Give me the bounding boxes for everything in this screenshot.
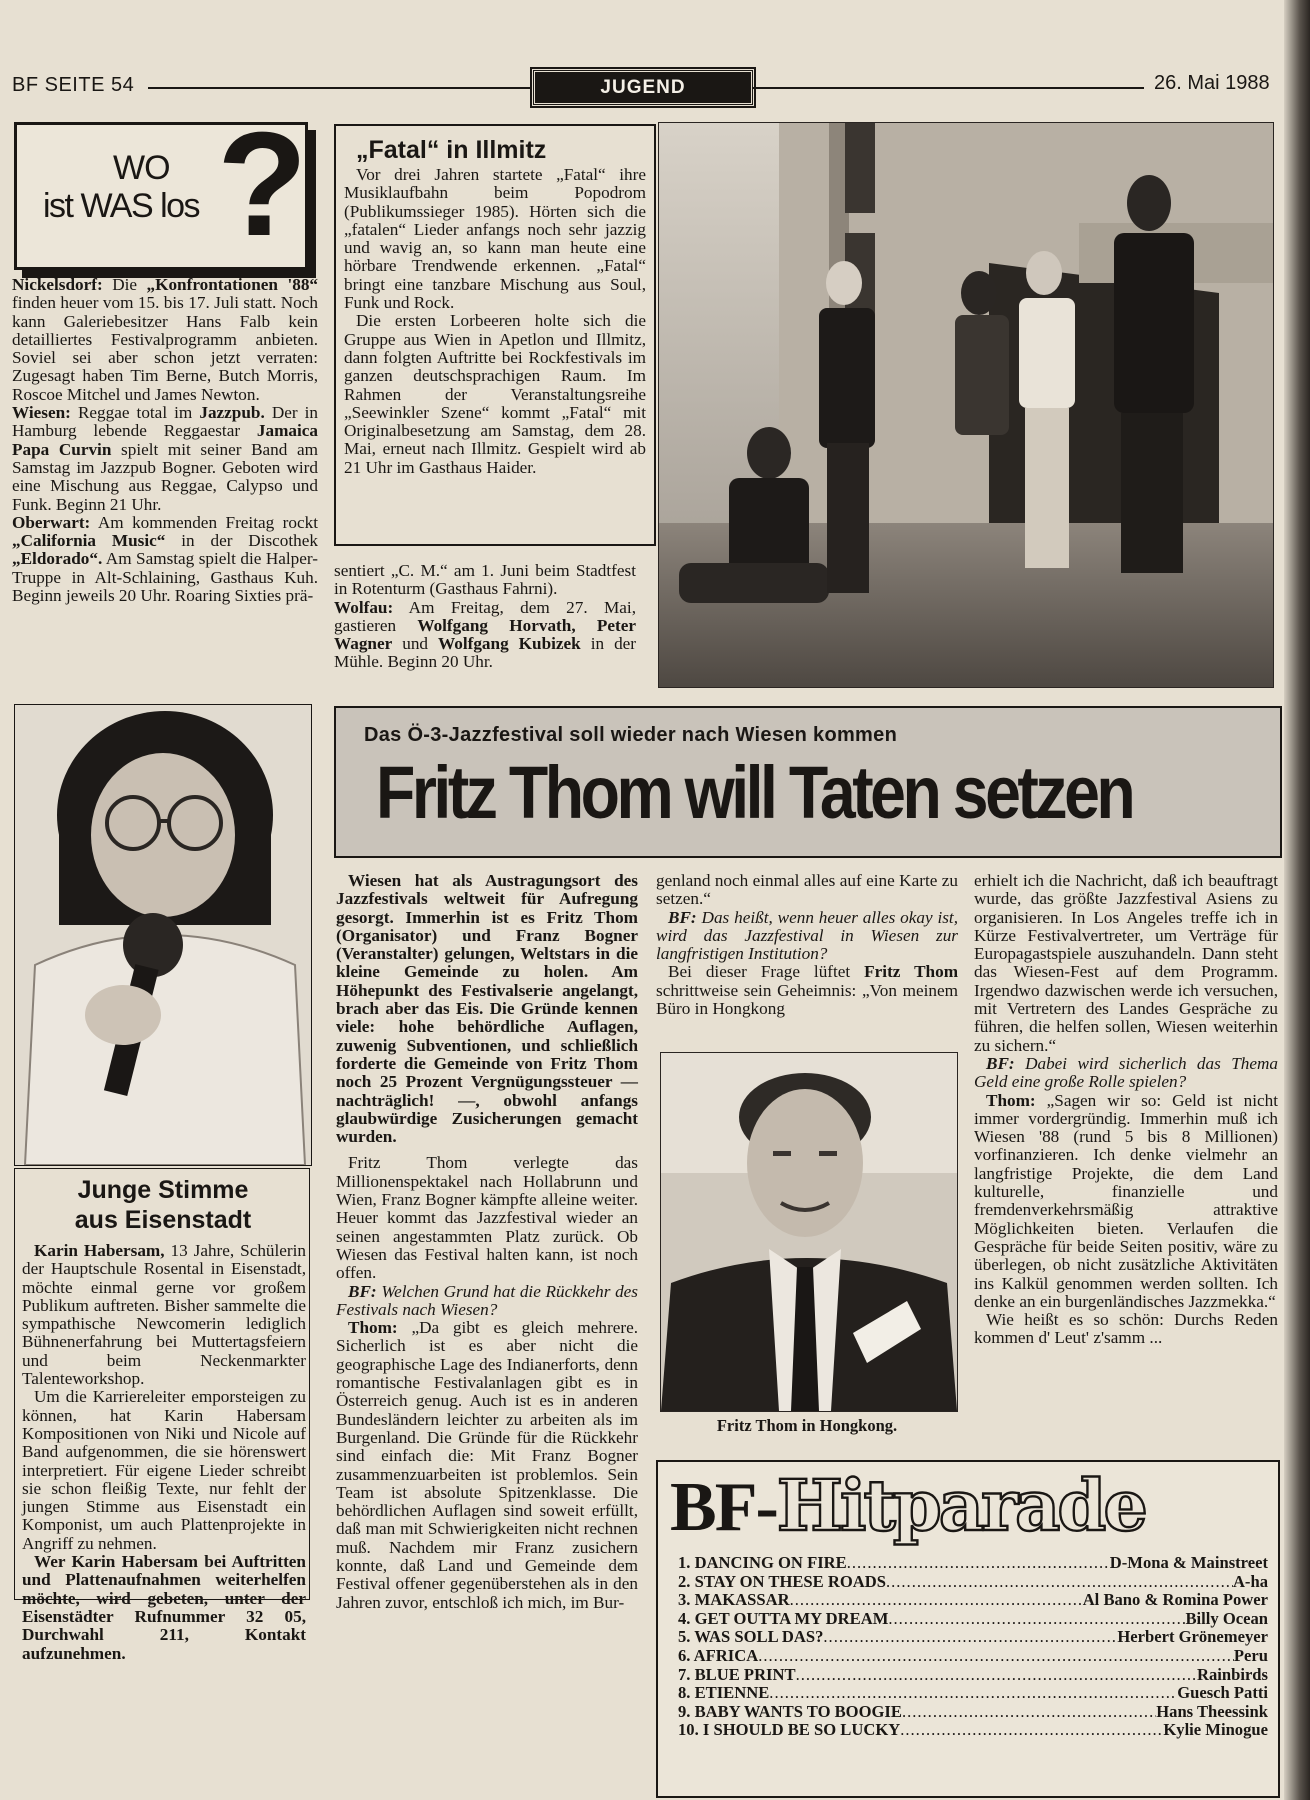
artist-name: Wolfgang Kubizek [438, 634, 581, 654]
song-artist: Al Bano & Romina Power [1082, 1590, 1268, 1610]
text: 13 Jahre, Schülerin der Hauptschule Rosental in Eisenstadt, möchte einmal gerne vor großem Publikum auftreten. Bisher sammelte die sympathische Newcomerin lediglich Bühnenerfahrung bei Muttertagsfeiern und beim Neckenmarkter Talenteworkshop. [22, 1241, 307, 1389]
leader-dots [902, 1703, 1156, 1722]
karin-heading-line2: aus Eisenstadt [74, 1206, 252, 1234]
song-title: 5. WAS SOLL DAS? [678, 1627, 824, 1647]
song-artist: Herbert Grönemeyer [1117, 1627, 1268, 1647]
text: in der Mühle. Beginn 20 Uhr. [334, 634, 637, 672]
question: Das heißt, wenn heuer alles okay ist, wird das Jazzfestival in Wiesen zur langfristigen Institution? [656, 907, 958, 964]
song-title: 6. AFRICA [678, 1645, 759, 1665]
fatal-text [344, 166, 646, 477]
hitparade-list [678, 1554, 1268, 1740]
wo-line2: ist WAS los [43, 187, 200, 225]
jazz-c3-p1: erhielt ich die Nachricht, daß ich beauftragt wurde, das größte Jazzfestival Asiens zu organisieren. In Los Angeles treffe ich in Kürze Festivalvertreter, um Verträge für Europagastspiele auszuhandeln. Dann steht das Wiesen-Fest auf dem Programm. Irgendwo dazwischen werde ich versuchen, mit Vertretern des Landes Gespräche zu führen, die helfen sollen, Wiesen weiterhin zu sichern.“ [974, 871, 1278, 1055]
fatal-headline: „Fatal“ in Illmitz [356, 136, 547, 164]
song-title: 8. ETIENNE [678, 1683, 770, 1703]
bf-label: BF: [348, 1281, 377, 1301]
question-mark-icon: ? [217, 102, 308, 267]
song-artist: Rainbirds [1196, 1664, 1268, 1684]
karin-p2: Um die Karriereleiter emporsteigen zu können, hat Karin Habersam Kompositionen von Niki und Nicole auf Band aufgenommen, die sie hörenswert interpretiert. Für eigene Lieder schreibt sie schon fleißig Texte, nur fehlt der jungen Stimme aus Eisenstadt ein Komponist, um auch Plattenprojekte in Angriff zu nehmen. [22, 1387, 306, 1553]
fatal-p1: Vor drei Jahren startete „Fatal“ ihre Musiklaufbahn beim Popodrom (Publikumssieger 1985). Hörten sich die „fatalen“ Lieder anfangs noch sehr jazzig und wavig an, so kann man heute eine hörbare Trendwende erkennen. „Fatal“ bringt eine tanzbare Mischung aus Soul, Funk und Rock. [344, 165, 646, 313]
page-header-left: BF SEITE 54 [12, 74, 135, 96]
song-title: 10. I SHOULD BE SO LUCKY [678, 1720, 901, 1740]
answer: „Da gibt es gleich mehrere. Sicherlich ist es aber nicht die geographische Lage des Indianerforts, denn romantische Festivalanlagen gibt es in Österreich genug. Auch ist es in anderen Bundesländern leichter zu arbeiten als im Burgenland. Die Gründe für die Rückkehr sind einfach die: Mit Franz Bogner zusammenzuarbeiten ist problemlos. Sein Team ist absolute Spitzenklasse. Die behördlichen Auflagen sind soweit erfüllt, daß man mit Schwierigkeiten nicht rechnen muß. Nachdem mir Franz zusichern konnte, daß Land und Gemeinde dem Festival offener gegenüberstehen als in den Jahren zuvor, entschloß ich mich, im Bur- [336, 1318, 638, 1612]
wo-line1: WO [113, 149, 170, 187]
venue-name: „Eldorado“. [12, 549, 103, 569]
leader-dots [847, 1554, 1110, 1573]
band-photo-image [659, 123, 1273, 687]
hitparade-entry [678, 1591, 1268, 1610]
leader-dots [823, 1628, 1117, 1647]
hitparade-entry [678, 1684, 1268, 1703]
place-nickelsdorf: Nickelsdorf: [12, 275, 103, 294]
text: Am Samstag spielt die Halper-Truppe in Alt-Schlaining, Gasthaus Kuh. Beginn jeweils 20 Uhr. Roaring Sixties prä- [12, 549, 318, 606]
karin-photo-image [15, 705, 311, 1165]
place-wiesen: Wiesen: [12, 403, 71, 423]
fritz-thom-photo [660, 1052, 958, 1412]
jazz-c3-end: Wie heißt es so schön: Durchs Reden kommen d' Leut' z'samm ... [974, 1310, 1278, 1348]
artist-name: Jamaica Papa Curvin [12, 421, 318, 459]
song-artist: Guesch Patti [1177, 1683, 1268, 1703]
text: Am kommenden Freitag rockt [97, 512, 318, 532]
leader-dots [886, 1573, 1233, 1592]
leader-dots [790, 1591, 1083, 1610]
thom-label: Thom: [986, 1090, 1036, 1110]
bf-label: BF: [986, 1053, 1015, 1073]
hitparade-entry [678, 1647, 1268, 1666]
event-name: „Konfrontationen '88“ [146, 275, 319, 294]
place-oberwart: Oberwart: [12, 512, 91, 532]
song-artist: Peru [1233, 1645, 1268, 1665]
person-name: Fritz Thom [864, 962, 959, 982]
text: spielt mit seiner Band am Samstag im Jazzpub Bogner. Geboten wird eine Mischung aus Reggae, Calypso und Funk. Beginn 21 Uhr. [12, 439, 318, 514]
song-title: 9. BABY WANTS TO BOOGIE [678, 1701, 902, 1721]
hitparade-title-bf: BF- [670, 1469, 777, 1546]
song-title: 7. BLUE PRINT [678, 1664, 796, 1684]
jazz-headline-banner [334, 706, 1282, 858]
fritz-thom-caption: Fritz Thom in Hongkong. [716, 1416, 898, 1435]
hitparade-title-word: Hitparade [776, 1464, 1145, 1547]
jazz-kicker: Das Ö-3-Jazzfestival soll wieder nach Wiesen kommen [364, 724, 898, 746]
wo-ist-was-los-continued [334, 562, 636, 672]
text: Bei dieser Frage lüftet [668, 962, 851, 982]
song-title: 3. MAKASSAR [678, 1590, 790, 1610]
place-wolfau: Wolfau: [334, 597, 394, 617]
text: Am Freitag, dem 27. Mai, gastieren [334, 597, 636, 635]
text: Reggae total im [77, 403, 193, 423]
jazz-column-3 [974, 872, 1278, 1348]
answer: „Sagen wir so: Geld ist nicht immer vordergründig. Immerhin muß ich Wiesen '88 (rund 5 bis 8 Millionen) vorfinanzieren. Ich denke vielmehr an langfristige Projekte, die dem Land kulturelle, finanzielle und fremdenverkehrsmäßig attraktive Möglichkeiten bieten. Verlaufen die Gespräche für beide Seiten positiv, wäre zu überlegen, ob nicht zusätzliche Aktivitäten ins Kalkül genommen werden sollten. Ich denke an ein burgenländisches Jazzmekka.“ [974, 1090, 1278, 1311]
wo-ist-was-los-box [14, 102, 308, 270]
cont-p1: sentiert „C. M.“ am 1. Juni beim Stadtfest in Rotenturm (Gasthaus Fahrni). [334, 561, 636, 599]
bf-label: BF: [668, 907, 697, 927]
leader-dots [796, 1666, 1197, 1685]
leader-dots [900, 1721, 1163, 1740]
hitparade-entry [678, 1721, 1268, 1740]
band-name: „California Music“ [12, 531, 166, 551]
hitparade-entry [678, 1610, 1268, 1629]
header-rule-right [752, 87, 1144, 89]
karin-text [22, 1242, 306, 1663]
header-rule-left [148, 87, 530, 89]
fatal-p2: Die ersten Lorbeeren holte sich die Gruppe aus Wien in Apetlon und Illmitz, dann folgten Auftritte bei Rockfestivals im ganzen deutschsprachigen Raum. Im Rahmen der Veranstaltungsreihe „Seewinkler Szene“ kommt „Fatal“ mit Originalbesetzung am Samstag, dem 28. Mai, erneut nach Illmitz. Gespielt wird ab 21 Uhr im Gasthaus Haider. [344, 311, 646, 477]
song-artist: Kylie Minogue [1163, 1720, 1268, 1740]
wo-ist-was-los-text [12, 276, 318, 605]
song-artist: Hans Theessink [1156, 1701, 1268, 1721]
text: schrittweise sein Geheimnis: „Von meinem Büro in Hongkong [656, 980, 958, 1019]
leader-dots [769, 1684, 1177, 1703]
karin-name: Karin Habersam, [34, 1241, 165, 1260]
thom-label: Thom: [348, 1318, 398, 1338]
song-artist: Billy Ocean [1185, 1608, 1268, 1628]
jazz-c1-p2: Fritz Thom verlegte das Millionenspektakel nach Hollabrunn und Wien, Franz Bogner kämpfte alleine weiter. Heuer kommt das Jazzfestival wieder an seinen angestammten Platz zurück. Ob Wiesen das Festival halten kann, ist noch offen. [336, 1153, 638, 1283]
jazz-lead: Wiesen hat als Austragungsort des Jazzfestivals weltweit für Aufregung gesorgt. Immerhin ist es Fritz Thom (Organisator) und Franz Bogner (Veranstalter) gelungen, Weltstars in die kleine Gemeinde zu holen. Am Höhepunkt des Festivalserie angelangt, brach aber das Eis. Die Gründe kennen viele: hohe behördliche Auflagen, zuwenig Subventionen, und schließlich forderte die Gemeinde von Fritz Thom noch 25 Prozent Vergnügungssteuer — nachträglich! —, obwohl anfangs glaubwürdige Zusicherungen gemacht wurden. [336, 871, 638, 1147]
song-title: 4. GET OUTTA MY DREAM [678, 1608, 889, 1628]
song-artist: A-ha [1232, 1571, 1268, 1591]
hitparade-title [670, 1466, 1145, 1548]
hitparade-entry [678, 1703, 1268, 1722]
question: Dabei wird sicherlich das Thema Geld eine große Rolle spielen? [974, 1053, 1279, 1092]
text: und [402, 634, 429, 654]
jazz-c2-top: genland noch einmal alles auf eine Karte zu setzen.“ [656, 871, 958, 909]
section-label: JUGEND [532, 69, 754, 106]
leader-dots [758, 1647, 1234, 1666]
song-title: 1. DANCING ON FIRE [678, 1553, 847, 1572]
hitparade-entry [678, 1573, 1268, 1592]
artist-names: Wolfgang Horvath, Peter Wagner [334, 615, 637, 654]
text: in der Discothek [181, 531, 318, 551]
jazz-column-2 [656, 872, 958, 1018]
karin-habersam-photo [14, 704, 312, 1166]
venue-name: Jazzpub. [199, 403, 265, 423]
page-date: 26. Mai 1988 [1154, 72, 1270, 94]
band-photo-fatal [658, 122, 1274, 688]
leader-dots [888, 1610, 1185, 1629]
song-artist: D-Mona & Mainstreet [1109, 1553, 1268, 1572]
hitparade-entry [678, 1628, 1268, 1647]
text: Die [112, 275, 138, 294]
jazz-headline: Fritz Thom will Taten setzen [376, 751, 1133, 834]
karin-heading-line1: Junge Stimme [77, 1176, 249, 1204]
question: Welchen Grund hat die Rückkehr des Festivals nach Wiesen? [336, 1281, 638, 1319]
karin-contact: Wer Karin Habersam bei Auftritten und Plattenaufnahmen weiterhelfen möchte, wird gebeten, unter der Eisenstädter Rufnummer 32 05, Durchwahl 211, Kontakt aufzunehmen. [22, 1552, 306, 1663]
page-edge [1284, 0, 1310, 1800]
fritz-thom-image [661, 1053, 957, 1411]
jazz-column-1 [336, 872, 638, 1612]
text: finden heuer vom 15. bis 17. Juli statt. Noch kann Galeriebesitzer Hans Falb kein detailliertes Festivalprogramm anbieten. Soviel sei aber schon jetzt verraten: Zugesagt haben Tim Berne, Butch Morris, Roscoe Mitchel und James Newton. [12, 293, 318, 404]
hitparade-entry [678, 1666, 1268, 1685]
hitparade-entry [678, 1554, 1268, 1573]
text: Der in Hamburg lebende Reggaestar [12, 403, 319, 441]
song-title: 2. STAY ON THESE ROADS [678, 1571, 886, 1591]
